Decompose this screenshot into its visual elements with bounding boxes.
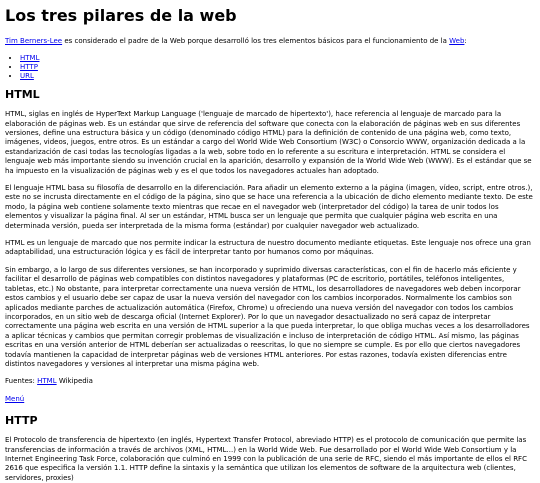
http-section-heading: HTTP: [5, 414, 38, 428]
html-paragraph-4: Sin embargo, a lo largo de sus diferentes versiones, se han incorporado y suprimido diversas características, con el fin de hacerlo más eficiente y facilitar el desarrollo de páginas web compatibles con distintos navegadores y plataformas (PC de escritorio, portátiles, teléfonos inteligentes, tabletas, etc.) No obstante, para interpretar correctamente una nueva versión de HTML, los desarrolladores de navegadores web deben incorporar estos cambios y el usuario debe ser capaz de usar la nueva versión del navegador con los cambios incorporados. Normalmente los cambios son aplicados mediante parches de actualización automática (Firefox, Chrome) u ofreciendo una nueva versión del navegador con todos los cambios incorporados, en un sitio web de descarga oficial (Internet Explorer). Por lo que un navegador desactualizado no será capaz de interpretar correctamente una página web escrita en una versión de HTML superior a la que pueda interpretar, lo que obliga muchas veces a los desarrolladores a aplicar técnicas y cambios que permitan corregir problemas de visualización e incluso de interpretación de código HTML. Así mismo, las páginas escritas en una versión anterior de HTML deberían ser actualizadas o reescritas, lo que no siempre se cumple. Es por ello que ciertos navegadores todavía mantienen la capacidad de interpretar páginas web de versiones HTML anteriores. Por estas razones, todavía existen diferencias entre distintos navegadores y versiones al interpretar una misma página web.: [5, 265, 530, 368]
tim-berners-lee-link[interactable]: Tim Berners-Lee: [5, 37, 63, 45]
toc-item-url: [20, 72, 535, 81]
page-title: Los tres pilares de la web: [5, 6, 237, 25]
toc-item-http: [20, 63, 535, 72]
toc-link-url[interactable]: URL: [20, 71, 34, 80]
http-paragraph-1: El Protocolo de transferencia de hipertexto (en inglés, Hypertext Transfer Protocol, abreviado HTTP) es el protocolo de comunicación que permite las transferencias de información a través de archivos (XML, HTML...) en la World Wide Web. Fue desarrollado por el World Wide Web Consortium y la Internet Engineering Task Force, colaboración que culminó en 1999 con la publicación de una serie de RFC, siendo el más importante de ellos el RFC 2616 que especifica la versión 1.1. HTTP define la sintaxis y la semántica que utilizan los elementos de software de la arquitectura web (clientes, servidores, proxies): [5, 436, 527, 482]
html-paragraph-2: El lenguaje HTML basa su filosofía de desarrollo en la diferenciación. Para añadir un elemento externo a la página (imagen, vídeo, script, entre otros.), este no se incrusta directamente en el código de la página, sino que se hace una referencia a la ubicación de dicho elemento mediante texto. De este modo, la página web contiene solamente texto mientras que recae en el navegador web (interpretador del código) la tarea de unir todos los elementos y visualizar la página final. Al ser un estándar, HTML busca ser un lenguaje que permita que cualquier página web escrita en una determinada versión, pueda ser interpretada de la misma forma (estándar) por cualquier navegador web actualizado.: [5, 184, 533, 230]
intro-paragraph: [5, 37, 535, 46]
sources-suffix: Wikipedia: [56, 377, 93, 386]
toc-link-http[interactable]: HTTP: [20, 63, 38, 71]
html-paragraph-1: HTML, siglas en inglés de HyperText Markup Language ('lenguaje de marcado de hipertexto'), hace referencia al lenguaje de marcado para la elaboración de páginas web. Es un estándar que sirve de referencia del software que conecta con la elaboración de páginas web en sus diferentes versiones, define una estructura básica y un código (denominado código HTML) para la definición de contenido de una página web, como texto, imágenes, videos, juegos, entre otros. Es un estándar a cargo del World Wide Web Consortium (W3C) o Consorcio WWW, organización dedicada a la estandarización de casi todas las tecnologías ligadas a la web, sobre todo en lo referente a su escritura e interpretación. HTML se considera el lenguaje web más importante siendo su invención crucial en la aparición, desarrollo y expansión de la World Wide Web (WWW). Es el estándar que se ha impuesto en la visualización de páginas web y es el que todos los navegadores actuales han adoptado.: [5, 110, 532, 175]
web-link[interactable]: Web: [449, 37, 465, 45]
sources-html-link[interactable]: HTML: [37, 377, 57, 386]
table-of-contents: [5, 54, 535, 80]
html-section-heading: HTML: [5, 88, 40, 102]
menu-line: [5, 395, 535, 404]
sources-label: Fuentes:: [5, 377, 38, 386]
toc-item-html: [20, 54, 535, 63]
html-paragraph-3: HTML es un lenguaje de marcado que nos permite indicar la estructura de nuestro documento mediante etiquetas. Este lenguaje nos ofrece una gran adaptabilidad, una estructuración lógica y es fácil de interpretar tanto por humanos como por máquinas.: [5, 239, 531, 257]
sources-line: [5, 377, 535, 386]
menu-link[interactable]: Menú: [5, 394, 25, 403]
intro-colon: :: [464, 37, 467, 45]
toc-link-html[interactable]: HTML: [20, 54, 40, 63]
intro-text: es considerado el padre de la Web porque desarrolló los tres elementos básicos para el funcionamiento de la: [62, 37, 450, 45]
